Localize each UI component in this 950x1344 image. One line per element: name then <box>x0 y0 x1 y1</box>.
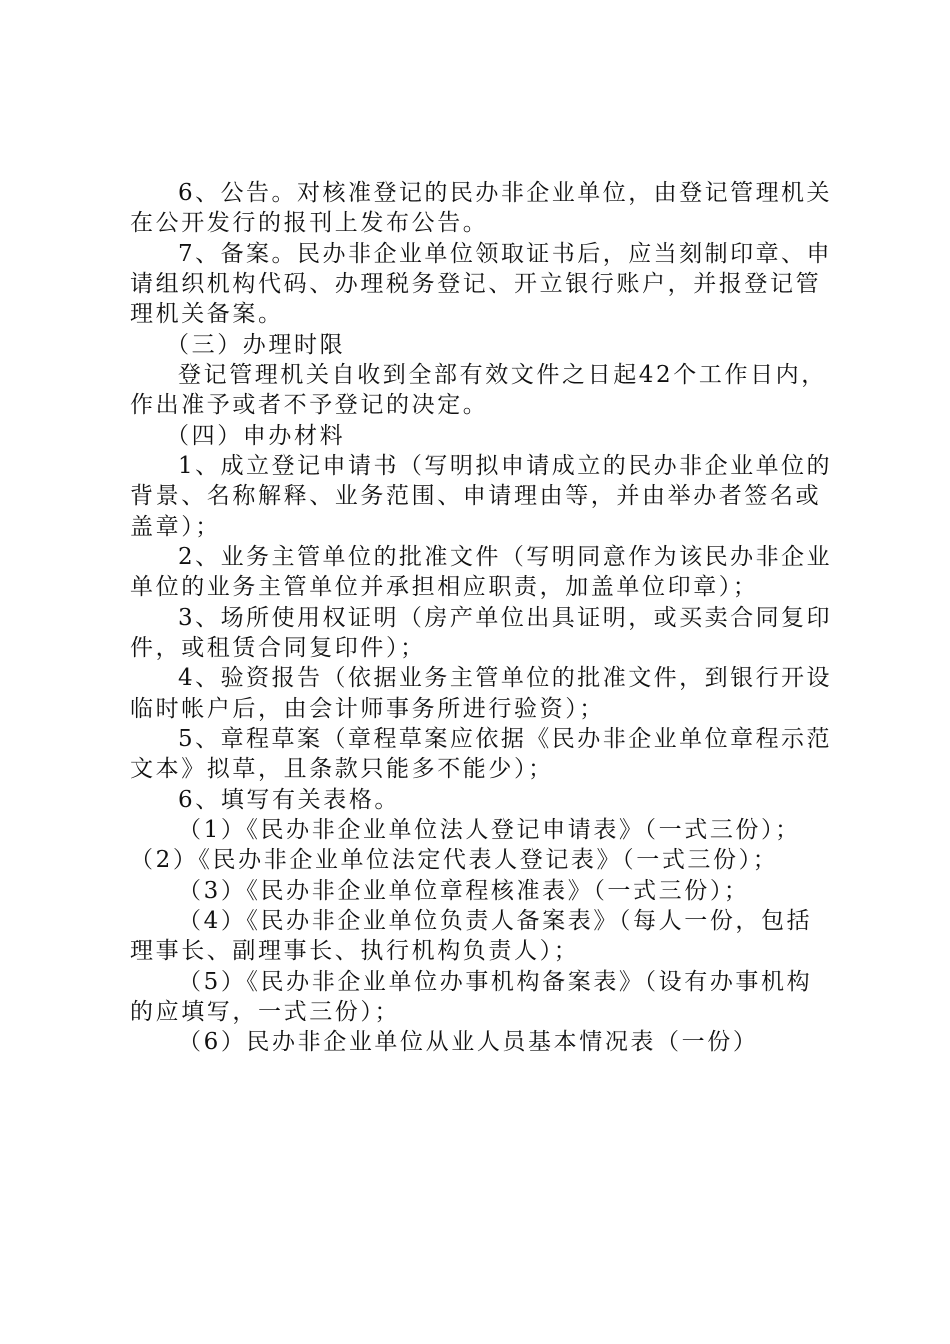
text-line: 理事长、副理事长、执行机构负责人）； <box>130 938 580 964</box>
text-line: （1）《民办非企业单位法人登记申请表》（一式三份）； <box>178 817 801 843</box>
text-line: （6）民办非企业单位从业人员基本情况表（一份） <box>178 1029 759 1055</box>
text-line: 登记管理机关自收到全部有效文件之日起42个工作日内， <box>178 362 827 388</box>
text-line: 请组织机构代码、办理税务登记、开立银行账户，并报登记管 <box>130 271 822 297</box>
text-line: 在公开发行的报刊上发布公告。 <box>130 210 489 236</box>
text-line: （5）《民办非企业单位办事机构备案表》（设有办事机构 <box>178 969 813 995</box>
text-line: 6、填写有关表格。 <box>178 787 401 813</box>
text-line: （4）《民办非企业单位负责人备案表》（每人一份，包括 <box>178 908 813 934</box>
text-line: 盖章）； <box>130 514 221 540</box>
text-line: 理机关备案。 <box>130 301 284 327</box>
text-line: 3、场所使用权证明（房产单位出具证明，或买卖合同复印 <box>178 605 832 631</box>
section-heading: （三）办理时限 <box>166 332 346 358</box>
text-line: （3）《民办非企业单位章程核准表》（一式三份）； <box>178 878 750 904</box>
text-line: 5、章程草案（章程草案应依据《民办非企业单位章程示范 <box>178 726 832 752</box>
text-line: 1、成立登记申请书（写明拟申请成立的民办非企业单位的 <box>178 453 832 479</box>
text-line: 2、业务主管单位的批准文件（写明同意作为该民办非企业 <box>178 544 832 570</box>
text-line: 件，或租赁合同复印件）； <box>130 635 426 661</box>
section-heading: （四）申办材料 <box>166 423 346 449</box>
text-line: （2）《民办非企业单位法定代表人登记表》（一式三份）； <box>130 847 779 873</box>
text-line: 单位的业务主管单位并承担相应职责，加盖单位印章）； <box>130 574 759 600</box>
text-line: 文本》拟草，且条款只能多不能少）； <box>130 756 554 782</box>
text-line: 背景、名称解释、业务范围、申请理由等，并由举办者签名或 <box>130 483 822 509</box>
text-line: 临时帐户后，由会计师事务所进行验资）； <box>130 696 605 722</box>
text-line: 的应填写，一式三份）； <box>130 999 401 1025</box>
text-line: 6、公告。对核准登记的民办非企业单位，由登记管理机关 <box>178 180 832 206</box>
text-line: 作出准予或者不予登记的决定。 <box>130 392 489 418</box>
text-line: 7、备案。民办非企业单位领取证书后，应当刻制印章、申 <box>178 241 832 267</box>
text-line: 4、验资报告（依据业务主管单位的批准文件，到银行开设 <box>178 665 832 691</box>
